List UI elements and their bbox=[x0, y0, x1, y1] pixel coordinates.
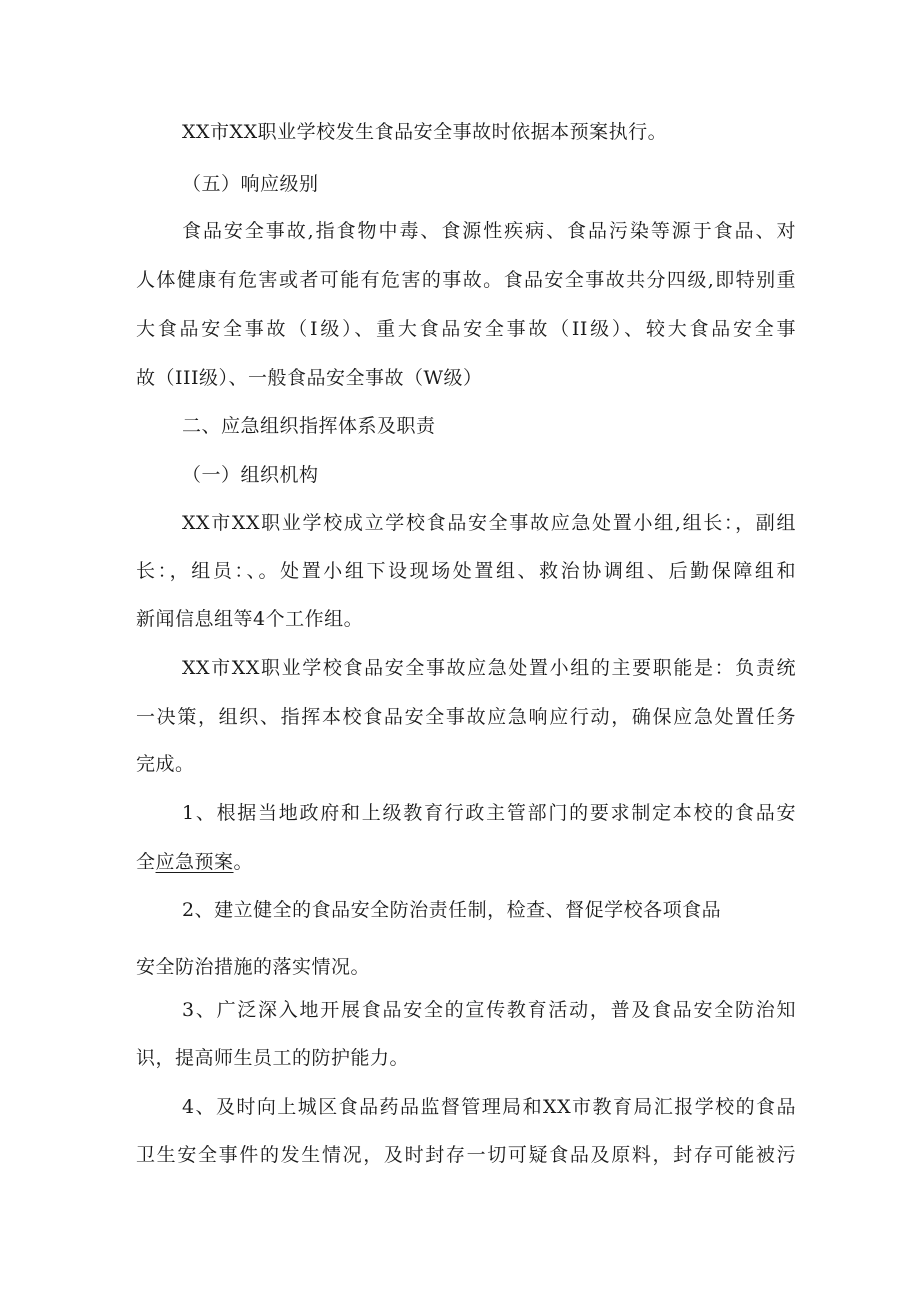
paragraph-duties-line-2: 一决策，组织、指挥本校食品安全事故应急响应行动，确保应急处置任务 bbox=[136, 706, 796, 728]
list-item-1-line-2 bbox=[136, 850, 796, 874]
paragraph-definition-line-4: 故（III级）、一般食品安全事故（W级） bbox=[136, 367, 483, 389]
list-item-1-line-1: 1、根据当地政府和上级教育行政主管部门的要求制定本校的食品安 bbox=[182, 802, 796, 824]
list-item-1-prefix: 全 bbox=[136, 851, 156, 873]
list-item-3-line-2: 识，提高师生员工的防护能力。 bbox=[136, 1047, 410, 1069]
list-item-1-suffix: 。 bbox=[233, 851, 254, 873]
paragraph-scope-line: XX市XX职业学校发生食品安全事故时依据本预案执行。 bbox=[182, 121, 668, 143]
paragraph-team-line-2: 长：，组员：、。处置小组下设现场处置组、救治协调组、后勤保障组和 bbox=[136, 560, 796, 582]
paragraph-duties-line-3: 完成。 bbox=[136, 753, 195, 775]
paragraph-definition-line-2: 人体健康有危害或者可能有危害的事故。食品安全事故共分四级,即特别重 bbox=[136, 269, 796, 291]
heading-organization-structure: （一）组织机构 bbox=[182, 464, 319, 486]
heading-response-level: （五）响应级别 bbox=[182, 173, 319, 195]
paragraph-duties-line-1: XX市XX职业学校食品安全事故应急处置小组的主要职能是：负责统 bbox=[182, 657, 796, 679]
paragraph-definition-line-3: 大食品安全事故（I级）、重大食品安全事故（II级）、较大食品安全事 bbox=[136, 318, 796, 340]
list-item-3-line-1: 3、广泛深入地开展食品安全的宣传教育活动，普及食品安全防治知 bbox=[182, 999, 796, 1021]
paragraph-team-line-3: 新闻信息组等4个工作组。 bbox=[136, 608, 364, 630]
emergency-plan-link[interactable]: 应急预案 bbox=[155, 851, 234, 873]
paragraph-definition-line-1: 食品安全事故,指食物中毒、食源性疾病、食品污染等源于食品、对 bbox=[182, 220, 796, 242]
list-item-4-line-2: 卫生安全事件的发生情况，及时封存一切可疑食品及原料，封存可能被污 bbox=[136, 1144, 796, 1166]
list-item-4-line-1: 4、及时向上城区食品药品监督管理局和XX市教育局汇报学校的食品 bbox=[182, 1096, 796, 1118]
paragraph-team-line-1: XX市XX职业学校成立学校食品安全事故应急处置小组,组长：，副组 bbox=[182, 512, 796, 534]
list-item-2-line-1: 2、建立健全的食品安全防治责任制，检查、督促学校各项食品 bbox=[182, 899, 722, 921]
section-heading-organization: 二、应急组织指挥体系及职责 bbox=[182, 415, 436, 437]
list-item-2-line-2: 安全防治措施的落实情况。 bbox=[136, 956, 371, 978]
